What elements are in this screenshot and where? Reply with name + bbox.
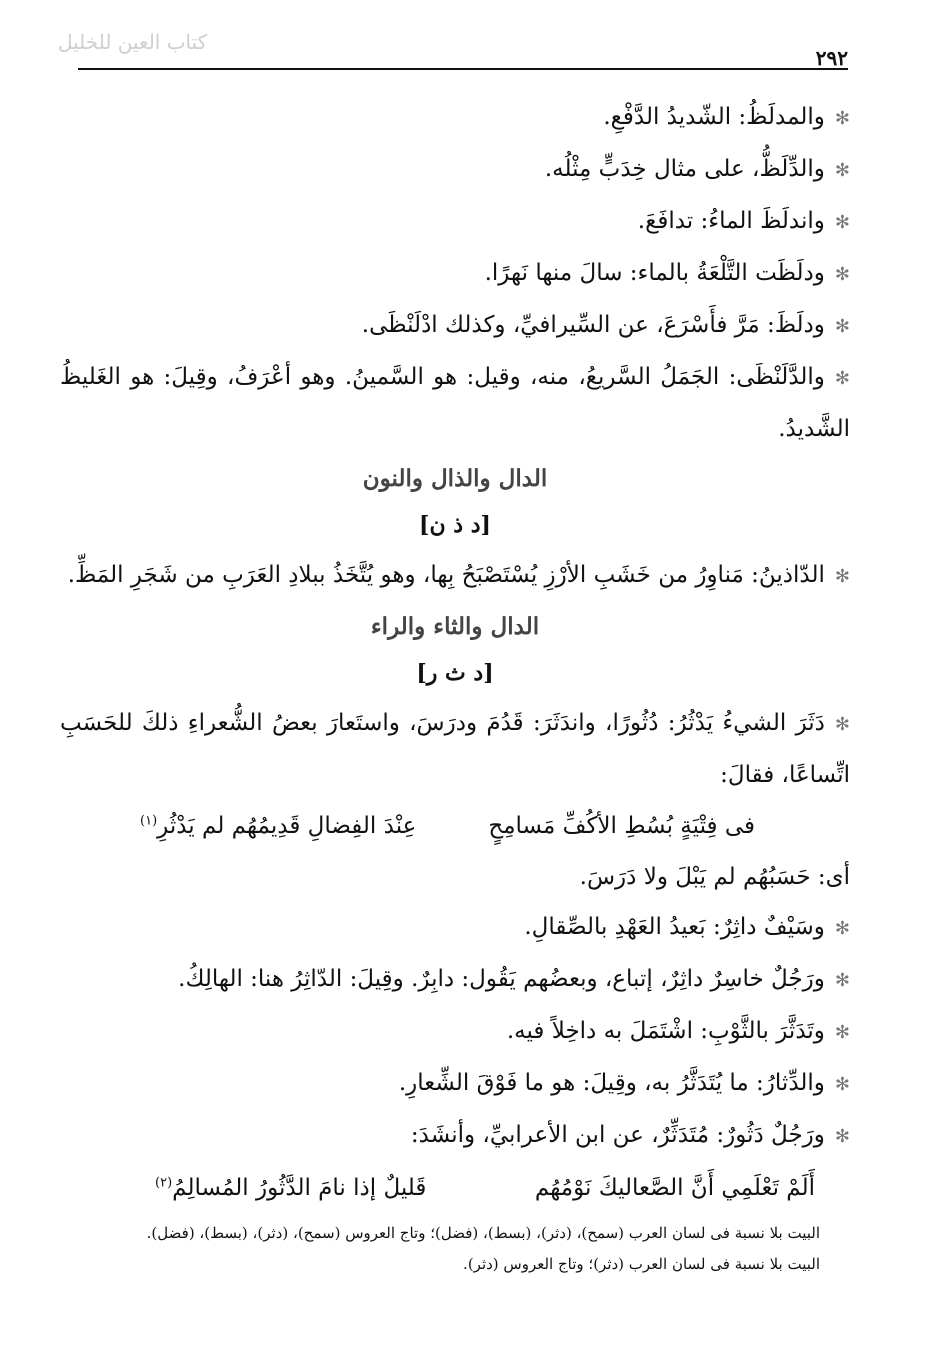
asterisk-icon: ✻ bbox=[834, 316, 850, 337]
root-heading: [د ث ر] bbox=[416, 660, 494, 686]
asterisk-icon: ✻ bbox=[834, 1022, 850, 1043]
main-text bbox=[60, 92, 850, 1214]
page-number: ٢٩٢ bbox=[815, 46, 848, 70]
entry: ✻ودلَظَ: مَرَّ فأَسْرَعَ، عن السِّيرافيِّ، وكذلك ادْلَنْظَى. bbox=[361, 312, 850, 338]
entry: ✻والمدلَظُ: الشّديدُ الدَّفْعِ. bbox=[603, 104, 850, 130]
asterisk-icon: ✻ bbox=[834, 970, 850, 991]
section-heading: الدال والذال والنون bbox=[362, 465, 548, 492]
entry: ✻والدِّلَظُّ، على مثال خِدَبٍّ مِثْلُه. bbox=[544, 156, 850, 182]
asterisk-icon: ✻ bbox=[834, 566, 850, 587]
running-header: كتاب العين للخليل bbox=[58, 30, 208, 54]
verse-line bbox=[60, 800, 850, 852]
entry: ✻والدِّثارُ: ما يُتَدَثَّرُ به، وقِيلَ: هو ما فَوْقَ الشِّعارِ. bbox=[398, 1070, 850, 1096]
asterisk-icon: ✻ bbox=[834, 368, 850, 389]
gloss: أى: حَسَبُهُم لم يَبْلَ ولا دَرَسَ. bbox=[579, 864, 850, 890]
entry: ✻والدَّلَنْظَى: الجَمَلُ السَّريعُ، منه، وقيل: هو السَّمينُ. وهو أعْرَفُ، وقِيلَ: هو الغَليظُ الشَّديدُ. bbox=[60, 364, 850, 442]
entry: ✻الدّاذينُ: مَناوِرُ من خَشَبِ الأرْزِ يُسْتَصْبَحُ بِها، وهو يُتَّخَذُ ببلادِ العَرَبِ من شَجَرِ المَظِّ. bbox=[67, 562, 850, 588]
asterisk-icon: ✻ bbox=[834, 264, 850, 285]
asterisk-icon: ✻ bbox=[834, 714, 850, 735]
asterisk-icon: ✻ bbox=[834, 108, 850, 129]
header-rule bbox=[78, 68, 848, 70]
verse-line bbox=[60, 1162, 850, 1214]
entry: ✻ورَجُلٌ خاسِرٌ داثِرٌ، إتباع، وبعضُهم يَقُول: دابِرٌ. وقِيلَ: الدّاثِرُ هنا: الهالِكُ. bbox=[178, 966, 850, 992]
footnote-marker: (٢) bbox=[155, 1175, 173, 1191]
footnote-marker: (١) bbox=[140, 813, 158, 829]
asterisk-icon: ✻ bbox=[834, 160, 850, 181]
verse-first-hemistich: فى فِتْيَةٍ بُسُطِ الأكُفِّ مَسامِحٍ bbox=[488, 813, 755, 839]
entry: ✻واندلَظَ الماءُ: تدافَعَ. bbox=[637, 208, 850, 234]
asterisk-icon: ✻ bbox=[834, 1126, 850, 1147]
section-heading: الدال والثاء والراء bbox=[370, 613, 540, 640]
entry: ✻ورَجُلٌ دَثُورٌ: مُتَدَثِّرٌ، عن ابن الأعرابيِّ، وأنشَدَ: bbox=[410, 1122, 850, 1148]
entry: ✻ودلَظَت التَّلْعَةُ بالماء: سالَ منها نَهرًا. bbox=[484, 260, 850, 286]
root-heading: [د ذ ن] bbox=[419, 512, 491, 538]
verse-second-hemistich: قَليلٌ إذا نامَ الدَّثُورُ المُسالِمُ$^{(٢)}$ bbox=[155, 1175, 427, 1201]
entry: ✻وسَيْفٌ داثِرٌ: بَعيدُ العَهْدِ بالصِّقالِ. bbox=[524, 914, 850, 940]
asterisk-icon: ✻ bbox=[834, 212, 850, 233]
verse-first-hemistich: أَلَمْ تَعْلَمِي أَنَّ الصَّعاليكَ نَوْمُهُم bbox=[534, 1175, 815, 1201]
footnote: البيت بلا نسبة فى لسان العرب (سمح)، (دثر)، (بسط)، (فضل)؛ وتاج العروس (سمح)، (دثر)، (بسط)، (فضل). bbox=[146, 1224, 820, 1242]
asterisk-icon: ✻ bbox=[834, 1074, 850, 1095]
asterisk-icon: ✻ bbox=[834, 918, 850, 939]
entry: ✻وتَدَثَّرَ بالثَّوْبِ: اشْتَمَلَ به داخِلاً فيه. bbox=[506, 1018, 850, 1044]
footnotes bbox=[60, 1222, 820, 1284]
footnote: البيت بلا نسبة فى لسان العرب (دثر)؛ وتاج العروس (دثر). bbox=[463, 1255, 820, 1273]
entry: ✻دَثَرَ الشيءُ يَدْثُرُ: دُثُورًا، واندَثَرَ: قَدُمَ ودرَسَ، واستَعارَ بعضُ الشُّعراءِ ذلكَ للحَسَبِ اتِّساعًا، فقالَ: bbox=[60, 710, 850, 788]
verse-second-hemistich: عِنْدَ الفِضالِ قَدِيمُهُم لم يَدْثُرِ$^{(١)}$ bbox=[140, 813, 417, 839]
